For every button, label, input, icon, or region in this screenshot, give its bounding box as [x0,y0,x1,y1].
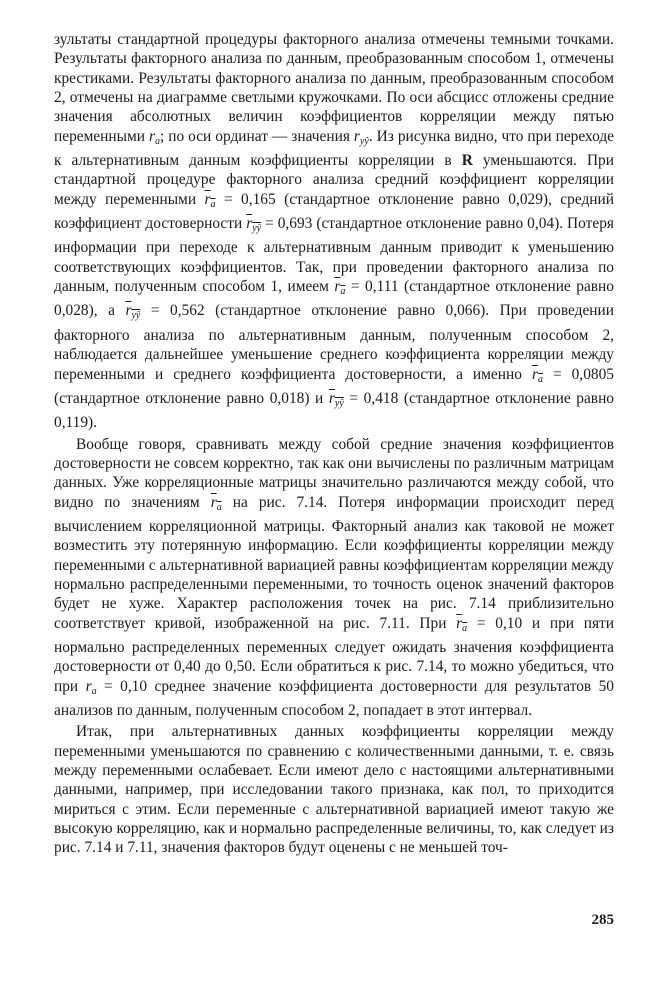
paragraph-3: Итак, при альтернативных данных коэффициенты корреляции между переменными уменьшаются по сравнению с количественными данными, т. е. связь между переменными ослабевает. Если имеют дело с настоящими альтернативными данными, например, при исследовании такого признака, как пол, то приходится мириться с этим. Если переменные с альтернативной вариацией имеют такую же высокую корреляцию, как и нормально распределенные величины, то, как следует из рис. 7.14 и 7.11, значения факторов будут оценены с не меньшей точ- [54,723,614,857]
symbol-bold-R: R [461,152,473,170]
symbol-mean-r-a: $r_a$ [456,614,468,634]
symbol-mean-r-a: $r_a$ [531,365,543,385]
paragraph-1: зультаты стандартной процедуры факторного анализа отмечены темными точками. Результаты факторного анализа по данным, преобразованным способом 1, отмечены крестиками. Результаты факторного анализа по данным, преобразованным способом 2, отмечены на диаграмме светлыми кружочками. По оси абсцисс отложены средние значения абсолютных величин коэффициентов корреляции между пятью переменными $r_a$; по оси ординат — значения $r_{yŷ}$. Из рисунка видно, что при переходе к альтернативным данным коэффициенты корреляции в R уменьшаются. При стандартной процедуре факторного анализа средний коэффициент корреляции между переменными $r_a = 0,165$ (стандартное отклонение равно 0,029), средний коэффициент достоверности $r_{yŷ} = 0,693$ (стандартное отклонение равно 0,04). Потеря информации при переходе к альтернативным данным приводит к уменьшению соответствующих коэффициентов. Так, при проведении факторного анализа по данным, полученным способом 1, имеем $r_a = 0,111$ (стандартное отклонение равно 0,028), а $r_{yŷ} = 0,562$ (стандартное отклонение равно 0,066). При проведении факторного анализа по альтернативным данным, полученным способом 2, наблюдается дальнейшее уменьшение среднего коэффициента корреляции между переменными и среднего коэффициента достоверности, а именно $r_a = 0,0805$ (стандартное отклонение равно 0,018) и $r_{yŷ} = 0,418$ (стандартное отклонение равно 0,119). [54,31,615,432]
symbol-r-yy: $r_{yŷ}$ [353,127,369,147]
symbol-mean-r-a: $r_a$ [210,493,222,513]
symbol-mean-r-yy: $r_{yŷ}$ [125,302,141,322]
page-number: 285 [591,912,614,928]
symbol-mean-r-yy: $r_{yŷ}$ [328,389,344,409]
paragraph-2: Вообще говоря, сравнивать между собой средние значения коэффициентов достоверности не совсем корректно, так как они вычислены по различным матрицам данных. Уже корреляционные матрицы значительно различаются между собой, что видно по значениям $r_a$ на рис. 7.14. Потеря информации происходит перед вычислением корреляционной матрицы. Факторный анализ как таковой не может возместить эту потерянную информацию. Если коэффициенты корреляции между переменными с альтернативной вариацией равны коэффициентам корреляции между нормально распределенными переменными, то точность оценок значений факторов будет не хуже. Характер расположения точек на рис. 7.14 приблизительно соответствует кривой, изображенной на рис. 7.11. При $r_a = 0,10$ и при пяти нормально распределенных переменных следует ожидать значения коэффициента достоверности от 0,40 до 0,50. Если обратиться к рис. 7.14, то можно убедиться, что при $r_a = 0,10$ среднее значение коэффициента достоверности для результатов 50 анализов по данным, полученным способом 2, попадает в этот интервал. [54,435,614,719]
symbol-mean-r-a: $r_a$ [204,190,216,210]
page-body [54,30,614,858]
symbol-r-a: $r_a$ [148,127,160,147]
symbol-mean-r-yy: $r_{yŷ}$ [246,215,262,235]
symbol-r-a: $r_a$ [85,677,97,697]
symbol-mean-r-a: $r_a$ [334,278,346,298]
